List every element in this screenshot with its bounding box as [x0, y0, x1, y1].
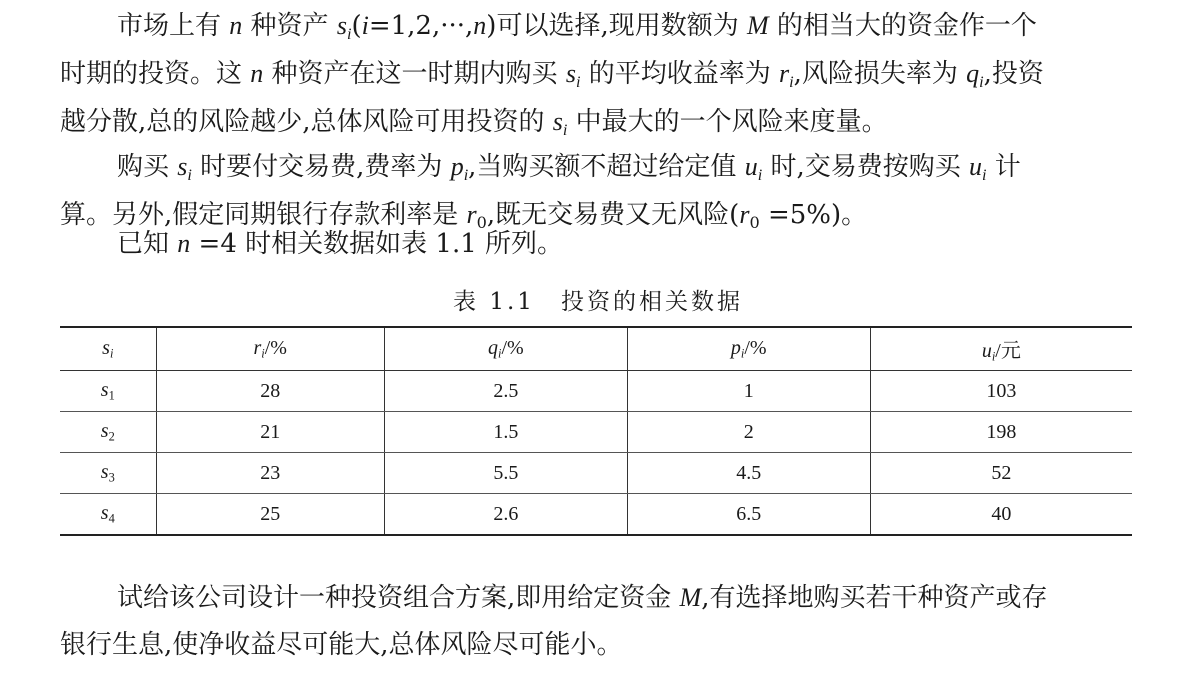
cell-risk: 2.5: [384, 371, 627, 412]
cell-risk: 1.5: [384, 412, 627, 453]
text-line: 时期的投资。这 n 种资产在这一时期内购买 $s_i$ 的平均收益率为 $r_i$,风险损失率为 $q_i$,投资: [60, 59, 1044, 91]
table-caption: [0, 283, 1196, 316]
cell-threshold: 198: [870, 412, 1132, 453]
cell-return: 21: [156, 412, 384, 453]
cell-fee: 4.5: [627, 453, 870, 494]
text-line: 已知 n =4 时相关数据如表 1.1 所列。: [117, 229, 564, 259]
cell-threshold: 103: [870, 371, 1132, 412]
table-header-row: [60, 327, 1132, 371]
table-row: [60, 412, 1132, 453]
header-return-rate: ri/%: [156, 327, 384, 371]
cell-fee: 2: [627, 412, 870, 453]
cell-risk: 2.6: [384, 494, 627, 536]
cell-threshold: 40: [870, 494, 1132, 536]
cell-fee: 6.5: [627, 494, 870, 536]
investment-data-table: [60, 326, 1132, 536]
cell-asset: s3: [60, 453, 156, 494]
table-caption-title: 投资的相关数据: [560, 289, 743, 315]
cell-threshold: 52: [870, 453, 1132, 494]
table-row: [60, 453, 1132, 494]
text-line: 试给该公司设计一种投资组合方案,即用给定资金 M,有选择地购买若干种资产或存: [117, 583, 1048, 613]
cell-return: 23: [156, 453, 384, 494]
header-fee-rate: pi/%: [627, 327, 870, 371]
cell-asset: s1: [60, 371, 156, 412]
text-line: 市场上有 n 种资产 $s_i(i=1,2,\cdot\cdot\cdot,n)$可以选择,现用数额为 M 的相当大的资金作一个: [117, 11, 1037, 43]
header-asset: si: [60, 327, 156, 371]
cell-asset: s4: [60, 494, 156, 536]
cell-asset: s2: [60, 412, 156, 453]
cell-fee: 1: [627, 371, 870, 412]
cell-risk: 5.5: [384, 453, 627, 494]
text-line: 银行生息,使净收益尽可能大,总体风险尽可能小。: [60, 630, 623, 660]
table-caption-number: 表 1.1: [453, 289, 535, 315]
text-line: 购买 $s_i$ 时要付交易费,费率为 $p_i$,当购买额不超过给定值 $u_i$ 时,交易费按购买 $u_i$ 计: [117, 152, 1021, 184]
table-row: [60, 371, 1132, 412]
cell-return: 28: [156, 371, 384, 412]
paragraph-given-data: [60, 220, 1140, 268]
header-risk-rate: qi/%: [384, 327, 627, 371]
text-line: 算。另外,假定同期银行存款利率是 $r_0$,既无交易费又无风险$(r_0 =5\%)$。: [60, 200, 868, 232]
paragraph-task: [60, 574, 1140, 669]
header-threshold: ui/元: [870, 327, 1132, 371]
paragraph-problem-setup: [60, 2, 1140, 146]
text-line: 越分散,总的风险越少,总体风险可用投资的 $s_i$ 中最大的一个风险来度量。: [60, 107, 888, 139]
cell-return: 25: [156, 494, 384, 536]
table-row: [60, 494, 1132, 536]
